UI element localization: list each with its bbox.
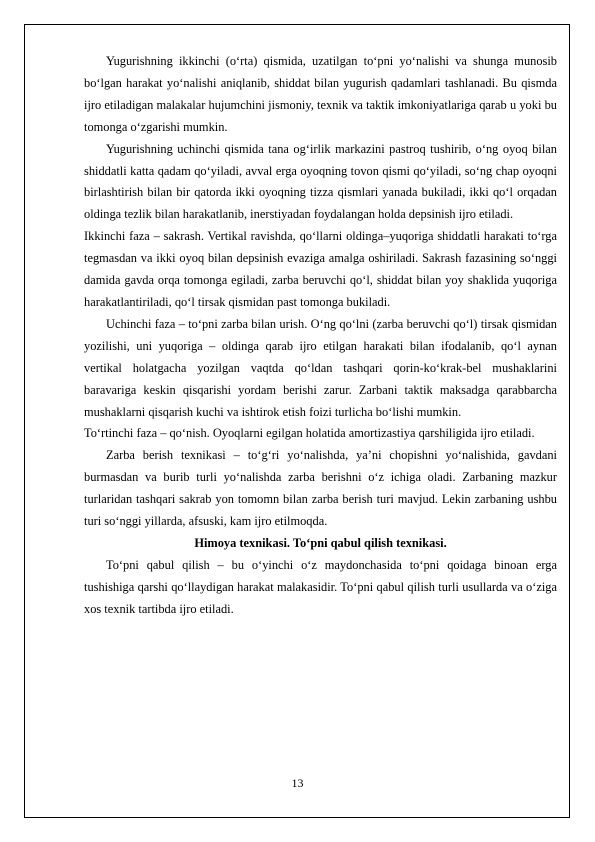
paragraph-topni-qabul-qilish: To‘pni qabul qilish – bu o‘yinchi o‘z maydonchasida to‘pni qoidaga binoan erga tushishiga qarshi qo‘llaydigan harakat malakasidir. To‘pni qabul qilish turli usullarda va o‘ziga xos texnik tartibda ijro etiladi. <box>84 557 557 616</box>
document-body <box>84 51 557 621</box>
paragraph-ikkinchi-faza: Ikkinchi faza – sakrash. Vertikal ravishda, qo‘llarni oldinga–yuqoriga shiddatli harakati to‘rga tegmasdan va ikki oyoq bilan depsinish evaziga amalga oshiriladi. Sakrash fazasining so‘nggi damida gavda orqa tomonga egiladi, zarba beruvchi qo‘l, shiddat bilan yoy shaklida yuqoriga harakatlantiriladi, qo‘l tirsak qismidan past tomonga bukiladi. <box>84 229 557 309</box>
paragraph-yugurish-uchinchi-qism: Yugurishning uchinchi qismida tana og‘irlik markazini pastroq tushirib, o‘ng oyoq bilan shiddatli katta qadam qo‘yiladi, avval erga oyoqning tovon qismi qo‘yiladi, so‘ng chap oyoqni birlashtirish bilan bir qatorda ikki oyoqning tizza qismlari yanada bukiladi, ikki qo‘l orqadan oldinga tezlik bilan harakatlanib, inerstiyadan foydalangan holda depsinish ijro etiladi. <box>84 141 557 222</box>
paragraph-yugurish-ikkinchi-qism: Yugurishning ikkinchi (o‘rta) qismida, uzatilgan to‘pni yo‘nalishi va shunga munosib bo‘lgan harakat yo‘nalishi aniqlanib, shiddat bilan yugurish qadamlari tashlanadi. Bu qismda ijro etiladigan malakalar hujumchini jismoniy, texnik va taktik imkoniyatlariga qarab u yoki bu tomonga o‘zgarishi mumkin. <box>84 54 557 134</box>
page-number: 13 <box>291 776 304 790</box>
paragraph-zarba-berish-texnikasi: Zarba berish texnikasi – to‘g‘ri yo‘nalishda, ya’ni chopishni yo‘nalishida, gavdani burmasdan va burib turli yo‘nalishda zarba berishni o‘z ichiga oladi. Zarbaning mazkur turlaridan tashqari sakrab yon tomomn bilan zarba berish turi mavjud. Lekin zarbaning ushbu turi so‘nggi yillarda, afsuski, kam ijro etilmoqda. <box>84 448 557 529</box>
section-heading: Himoya texnikasi. To‘pni qabul qilish texnikasi. <box>194 535 447 550</box>
paragraph-tortinchi-faza: To‘rtinchi faza – qo‘nish. Oyoqlarni egilgan holatida amortizastiya qarshiligida ijro etiladi. <box>84 426 535 441</box>
paragraph-uchinchi-faza: Uchinchi faza – to‘pni zarba bilan urish. O‘ng qo‘lni (zarba beruvchi qo‘l) tirsak qismidan yozilishi, uni yuqoriga – oldinga qarab ijro etilgan harakati bilan ifodalanib, qo‘l aynan vertikal holatgacha yozilgan vaqtda qo‘ldan tashqari qorin-ko‘krak-bel mushaklarini baravariga keskin qisqarishi yordam berishi zarur. Zarbani taktik maksadga qarabbarcha mushaklarni qisqarish kuchi va ishtirok etish foizi turlicha bo‘lishi mumkin. <box>84 316 557 419</box>
